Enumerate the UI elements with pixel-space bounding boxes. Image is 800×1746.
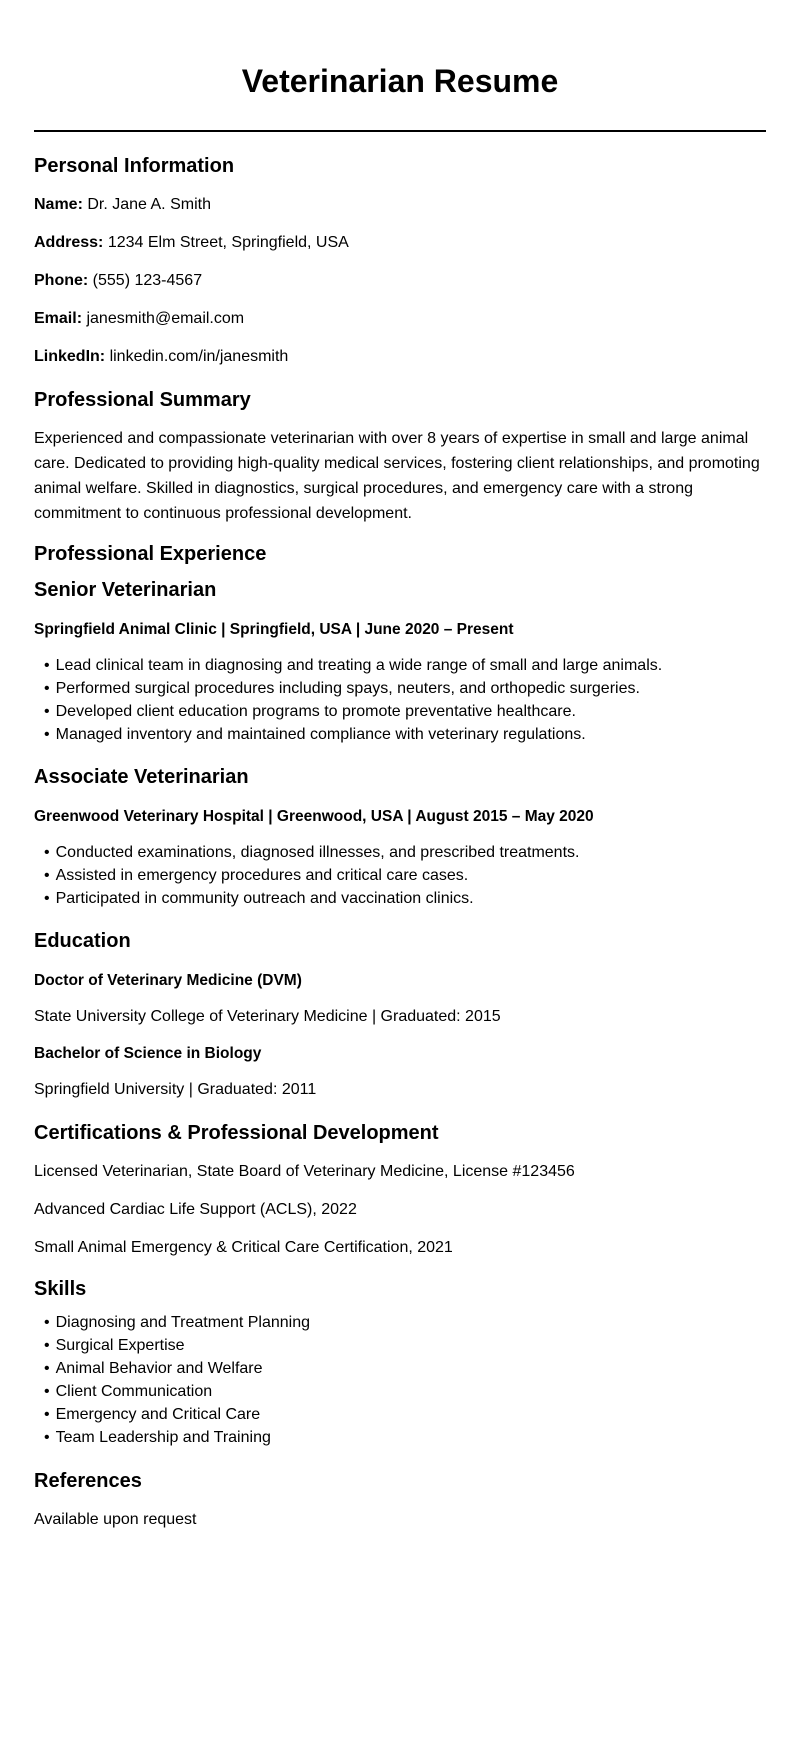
list-item: • Animal Behavior and Welfare xyxy=(44,1357,766,1380)
experience-heading: Professional Experience xyxy=(34,543,267,565)
degree-title: Doctor of Veterinary Medicine (DVM) xyxy=(34,972,302,989)
list-item: • Performed surgical procedures including spays, neuters, and orthopedic surgeries. xyxy=(44,677,766,700)
job-entry xyxy=(34,765,766,910)
list-item: • Managed inventory and maintained compliance with veterinary regulations. xyxy=(44,723,766,746)
references-text: Available upon request xyxy=(34,1511,197,1528)
education-section xyxy=(34,929,766,1103)
page-title: Veterinarian Resume xyxy=(241,63,559,99)
name-value: Dr. Jane A. Smith xyxy=(87,196,211,213)
linkedin-label: LinkedIn: xyxy=(34,348,106,365)
email-line xyxy=(34,306,766,332)
list-item: • Developed client education programs to promote preventative healthcare. xyxy=(44,700,766,723)
address-value: 1234 Elm Street, Springfield, USA xyxy=(107,234,349,251)
degree-school: State University College of Veterinary Medicine | Graduated: 2015 xyxy=(34,1008,501,1025)
list-item: • Team Leadership and Training xyxy=(44,1426,766,1449)
job-org: Greenwood Veterinary Hospital | Greenwood, USA | August 2015 – May 2020 xyxy=(34,808,594,825)
linkedin-line xyxy=(34,344,766,370)
email-label: Email: xyxy=(34,310,83,327)
list-item: • Assisted in emergency procedures and critical care cases. xyxy=(44,864,766,887)
job-title: Associate Veterinarian xyxy=(34,766,249,788)
job-duties xyxy=(34,841,766,910)
list-item: • Diagnosing and Treatment Planning xyxy=(44,1311,766,1334)
degree-school: Springfield University | Graduated: 2011 xyxy=(34,1081,317,1098)
references-heading: References xyxy=(34,1470,142,1492)
list-item: • Conducted examinations, diagnosed illnesses, and prescribed treatments. xyxy=(44,841,766,864)
phone-value: (555) 123-4567 xyxy=(92,272,203,289)
summary-heading: Professional Summary xyxy=(34,389,251,411)
job-duties xyxy=(34,654,766,746)
address-line xyxy=(34,230,766,256)
degree-title: Bachelor of Science in Biology xyxy=(34,1045,262,1062)
job-title: Senior Veterinarian xyxy=(34,579,217,601)
skills-list xyxy=(34,1311,766,1449)
name-line xyxy=(34,192,766,218)
list-item: • Client Communication xyxy=(44,1380,766,1403)
summary-text: Experienced and compassionate veterinarian with over 8 years of expertise in small and large animal care. Dedicated to providing high-quality medical services, fostering client relationships, and promoting animal welfare. Skilled in diagnostics, surgical procedures, and emergency care with a strong commitment to continuous professional development. xyxy=(34,430,760,522)
education-heading: Education xyxy=(34,930,131,952)
list-item: • Surgical Expertise xyxy=(44,1334,766,1357)
phone-label: Phone: xyxy=(34,272,89,289)
list-item: • Participated in community outreach and vaccination clinics. xyxy=(44,887,766,910)
phone-line xyxy=(34,268,766,294)
linkedin-value: linkedin.com/in/janesmith xyxy=(109,348,289,365)
certification-item: Small Animal Emergency & Critical Care Certification, 2021 xyxy=(34,1239,453,1256)
skills-section xyxy=(34,1277,766,1449)
title-divider xyxy=(34,130,766,132)
job-entry xyxy=(34,578,766,746)
job-org: Springfield Animal Clinic | Springfield, USA | June 2020 – Present xyxy=(34,621,514,638)
summary-section xyxy=(34,388,766,526)
references-section xyxy=(34,1469,766,1533)
list-item: • Emergency and Critical Care xyxy=(44,1403,766,1426)
certification-item: Advanced Cardiac Life Support (ACLS), 2022 xyxy=(34,1201,357,1218)
certifications-section xyxy=(34,1121,766,1261)
name-label: Name: xyxy=(34,196,83,213)
personal-info-heading: Personal Information xyxy=(34,155,235,177)
list-item: • Lead clinical team in diagnosing and treating a wide range of small and large animals. xyxy=(44,654,766,677)
personal-info-section xyxy=(34,154,766,370)
email-value: janesmith@email.com xyxy=(86,310,245,327)
certification-item: Licensed Veterinarian, State Board of Veterinary Medicine, License #123456 xyxy=(34,1163,575,1180)
address-label: Address: xyxy=(34,234,104,251)
experience-section xyxy=(34,542,766,910)
certifications-heading: Certifications & Professional Development xyxy=(34,1122,439,1144)
skills-heading: Skills xyxy=(34,1278,87,1300)
